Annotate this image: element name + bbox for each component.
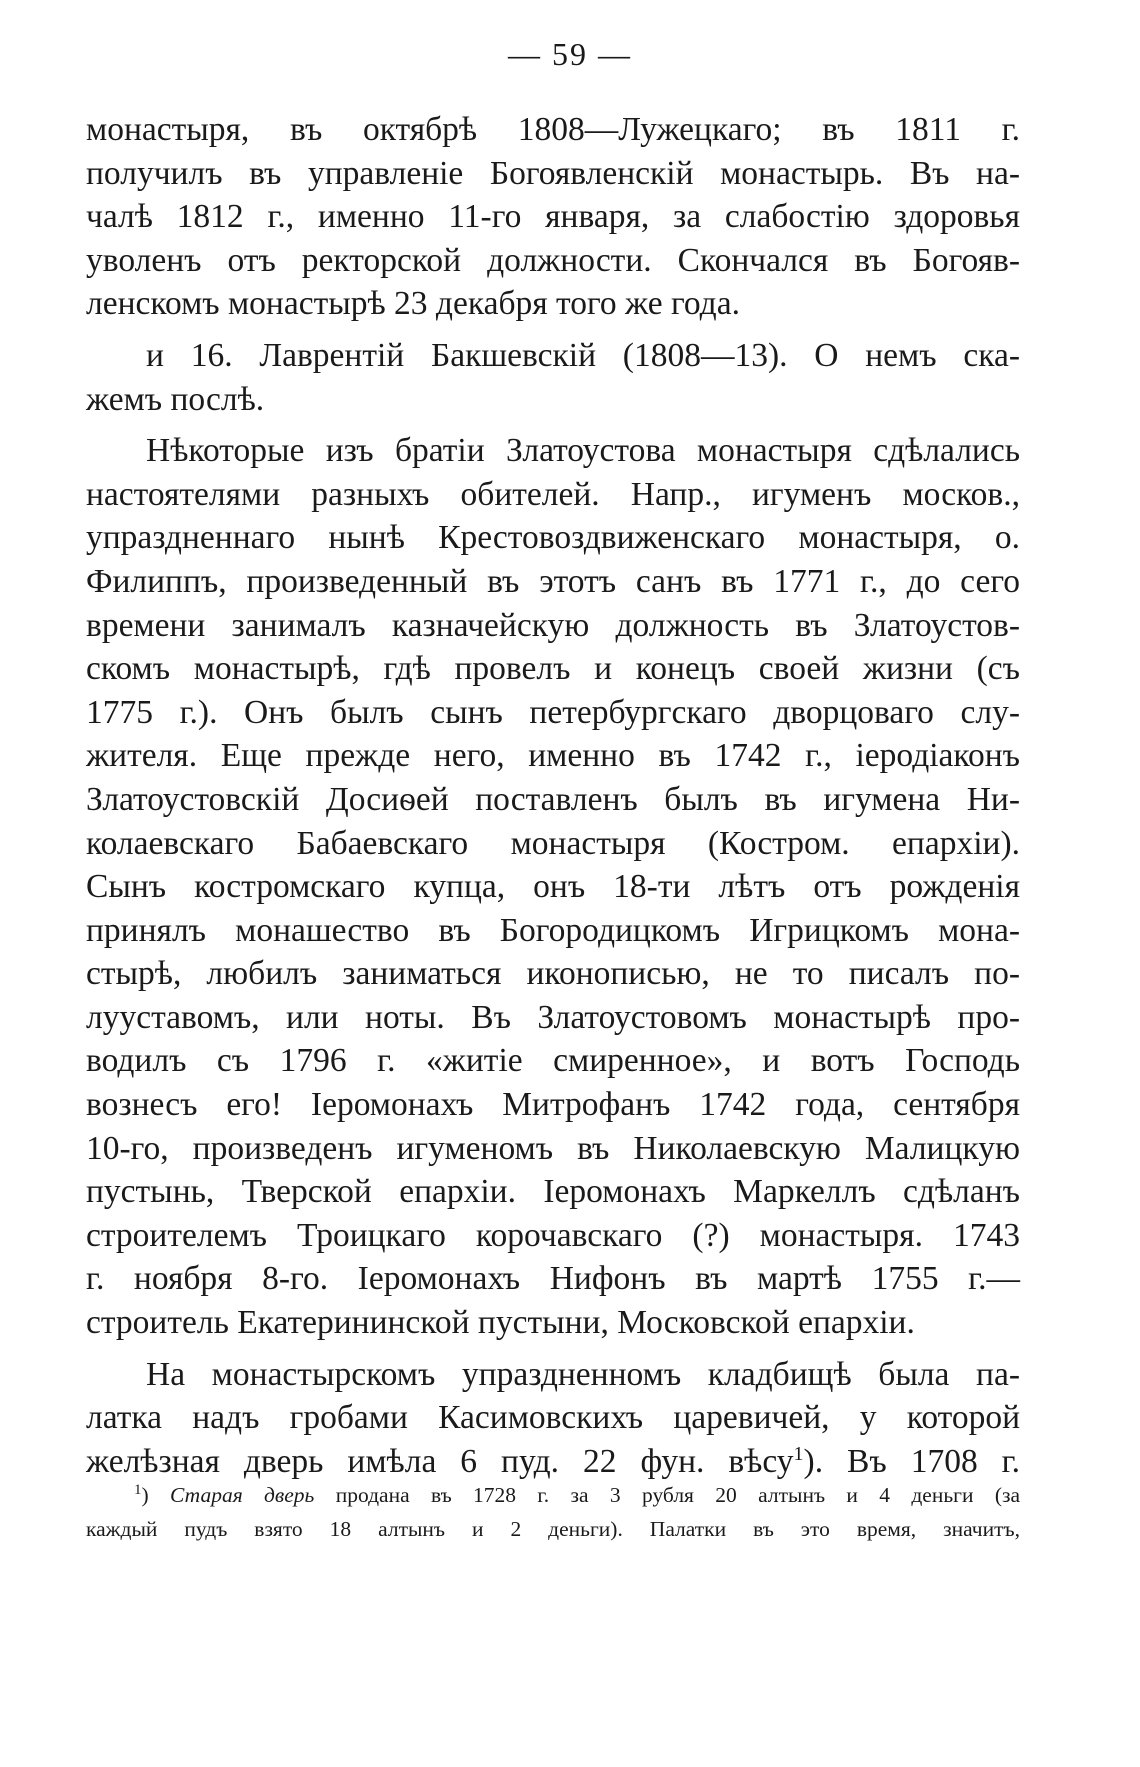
text-line: 10-го, произведенъ игуменомъ въ Николаевскую Малицкую bbox=[86, 1129, 1020, 1167]
footnote-paren: ) bbox=[141, 1483, 149, 1507]
text-line: латка надъ гробами Касимовскихъ царевичей, у которой bbox=[86, 1399, 1020, 1437]
text-line: ленскомъ монастырѣ 23 декабря того же года. bbox=[86, 285, 740, 323]
footnote-text: продана въ 1728 г. за 3 рубля 20 алтынъ и 4 деньги (за bbox=[335, 1483, 1021, 1507]
text-line: упраздненнаго нынѣ Крестовоздвиженскаго монастыря, о. bbox=[86, 519, 1020, 557]
text-line: колаевскаго Бабаевскаго монастыря (Костром. епархіи). bbox=[86, 824, 1020, 862]
text-line: монастыря, въ октябрѣ 1808—Лужецкаго; въ 1811 г. bbox=[86, 111, 1020, 148]
footnote-marker: 1 bbox=[134, 1481, 142, 1498]
text-line: вознесъ его! Іеромонахъ Митрофанъ 1742 года, сентября bbox=[86, 1086, 1020, 1124]
text-line: времени занималъ казначейскую должность въ Златоустов- bbox=[86, 606, 1020, 644]
text-line: водилъ съ 1796 г. «житіе смиренное», и вотъ Господь bbox=[86, 1042, 1020, 1080]
text-line: 1775 г.). Онъ былъ сынъ петербургскаго дворцоваго слу- bbox=[86, 693, 1020, 731]
text-line: получилъ въ управленіе Богоявленскій монастырь. Въ на- bbox=[86, 154, 1020, 192]
text-line: строитель Екатерининской пустыни, Московской епархіи. bbox=[86, 1304, 915, 1342]
text-line: стырѣ, любилъ заниматься иконописью, не то писалъ по- bbox=[86, 955, 1020, 993]
text-line: Златоустовскій Досиѳей поставленъ былъ въ игумена Ни- bbox=[86, 780, 1020, 818]
paragraph-1 bbox=[86, 108, 1020, 326]
text-line: строителемъ Троицкаго корочавскаго (?) монастыря. 1743 bbox=[86, 1216, 1020, 1254]
footnotes bbox=[86, 1478, 1020, 1546]
text-line: пустынь, Тверской епархіи. Іеромонахъ Маркеллъ сдѣланъ bbox=[86, 1173, 1020, 1211]
text-line: На монастырскомъ упраздненномъ кладбищѣ была па- bbox=[146, 1355, 1020, 1393]
text-line: лууставомъ, или ноты. Въ Златоустовомъ монастырѣ про- bbox=[86, 998, 1020, 1036]
text-line: настоятелями разныхъ обителей. Напр., игуменъ москов., bbox=[86, 475, 1020, 513]
text-line: г. ноября 8-го. Іеромонахъ Нифонъ въ мартѣ 1755 г.— bbox=[86, 1260, 1020, 1298]
paragraph-4 bbox=[86, 1353, 1020, 1484]
footnote-line: каждый пудъ взято 18 алтынъ и 2 деньги). Палатки въ это время, значитъ, bbox=[86, 1517, 1020, 1541]
text-segment: ). Въ 1708 г. bbox=[803, 1442, 1020, 1480]
text-line: скомъ монастырѣ, гдѣ провелъ и конецъ своей жизни (съ bbox=[86, 650, 1020, 688]
text-line: принялъ монашество въ Богородицкомъ Игрицкомъ мона- bbox=[86, 911, 1020, 949]
footnote-italic: Старая дверь bbox=[170, 1483, 315, 1507]
footnote-line bbox=[86, 1478, 1020, 1512]
footnote-reference[interactable]: 1 bbox=[793, 1442, 804, 1465]
text-line: жемъ послѣ. bbox=[86, 380, 265, 418]
text-line: Филиппъ, произведенный въ этотъ санъ въ 1771 г., до сего bbox=[86, 562, 1020, 600]
text-segment: желѣзная дверь имѣла 6 пуд. 22 фун. вѣсу bbox=[86, 1442, 794, 1480]
paragraph-3 bbox=[86, 429, 1020, 1344]
page-number: — 59 — bbox=[508, 36, 632, 72]
text-line: чалѣ 1812 г., именно 11-го января, за слабостію здоровья bbox=[86, 198, 1020, 236]
text-line: жителя. Еще прежде него, именно въ 1742 г., іеродіаконъ bbox=[86, 737, 1020, 775]
body-text bbox=[86, 108, 1020, 1483]
paragraph-2 bbox=[86, 334, 1020, 421]
text-line: и 16. Лаврентій Бакшевскій (1808—13). О немъ ска- bbox=[146, 336, 1020, 374]
text-line: уволенъ отъ ректорской должности. Скончался въ Богояв- bbox=[86, 241, 1020, 279]
text-line: Нѣкоторые изъ братіи Златоустова монастыря сдѣлались bbox=[146, 432, 1020, 470]
text-line: Сынъ костромскаго купца, онъ 18-ти лѣтъ отъ рожденія bbox=[86, 868, 1020, 906]
text-line-with-footnote bbox=[86, 1440, 1020, 1484]
